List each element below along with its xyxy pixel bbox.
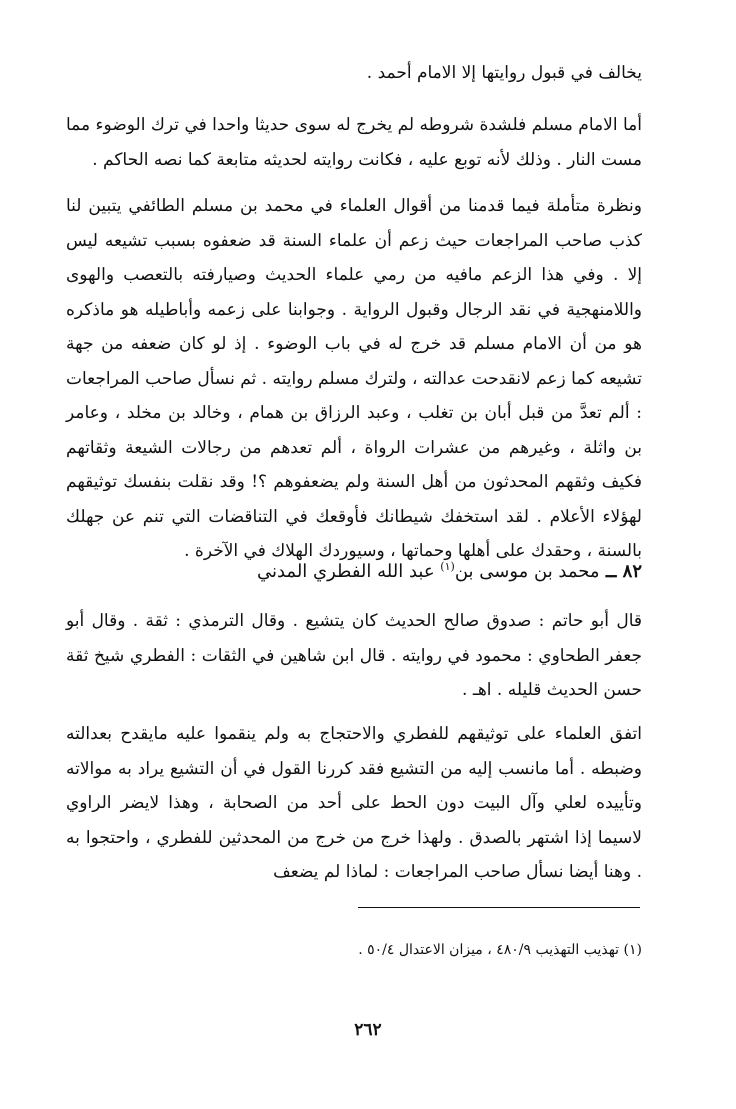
paragraph-continuation: يخالف في قبول روايتها إلا الامام أحمد . [366, 63, 642, 83]
footnote-separator [358, 907, 640, 908]
footnote-marker: (١) [440, 560, 455, 573]
paragraph-critics-opinions: قال أبو حاتم : صدوق صالح الحديث كان يتشيع . وقال الترمذي : ثقة . وقال أبو جعفر الطحاوي : محمود في روايته . قال ابن شاهين في الثقات : الفطري شيخ ثقة حسن الحديث قليله . اهـ . [66, 611, 642, 700]
footnote: (١) تهذيب التهذيب ٤٨٠/٩ ، ميزان الاعتدال ٥٠/٤ . [358, 942, 642, 958]
page-number: ٢٦٢ [354, 1020, 382, 1040]
entry-number: ٨٢ ــ [605, 561, 642, 582]
paragraph-scholars-consensus: اتفق العلماء على توثيقهم للفطري والاحتجاج به ولم ينقموا عليه مايقدح بعدالته وضبطه . أما مانسب إليه من التشيع فقد كررنا القول في أن التشيع يراد به موالاته وتأييده لعلي وآل البيت دون الحط على أحد من الصحابة ، وهذا لايضر الراوي لاسيما إذا اشتهر بالصدق . ولهذا خرج من خرج من المحدثين للفطري ، واحتجوا به . وهنا أيضا نسأل صاحب المراجعات : لماذا لم يضعف [66, 724, 642, 882]
paragraph-analysis: ونظرة متأملة فيما قدمنا من أقوال العلماء في محمد بن مسلم الطائفي يتبين لنا كذب صاحب المراجعات حيث زعم أن علماء السنة قد ضعفوه بسبب تشيعه ليس إلا . وفي هذا الزعم مافيه من رمي علماء الحديث وصيارفته بالتعصب والهوى واللامنهجية في نقد الرجال وقبول الرواية . وجوابنا على زعمه وأباطيله هو ماذكره هو من أن الامام مسلم قد خرج له في باب الوضوء . إذ لو كان ضعفه من جهة تشيعه كما زعم لانقدحت عدالته ، ولترك مسلم روايته . ثم نسأل صاحب المراجعات : ألم تعدَّ من قبل أبان بن تغلب ، وعبد الرزاق بن همام ، وخالد بن مخلد ، وعامر بن واثلة ، وغيرهم من عشرات الرواة ، ألم تعدهم من رجالات الشيعة وثقاتهم فكيف وثقهم المحدثون من أهل السنة ولم يضعفوهم ؟! وقد نقلت بنفسك توثيقهم لهؤلاء الأعلام . لقد استخفك شيطانك فأوقعك في التناقضات التي تنم عن جهلك بالسنة ، وحقدك على أهلها وحماتها ، وسيوردك الهلاك في الآخرة . [66, 196, 642, 561]
paragraph-muslim-narration: أما الامام مسلم فلشدة شروطه لم يخرج له سوى حديثا واحدا في ترك الوضوء مما مست النار . وذلك لأنه توبع عليه ، فكانت روايته لحديثه متابعة كما نصه الحاكم . [66, 115, 642, 170]
entry-heading [257, 560, 642, 582]
entry-name-first: محمد بن موسى بن [454, 561, 600, 582]
entry-name-rest: عبد الله الفطري المدني [256, 561, 441, 582]
